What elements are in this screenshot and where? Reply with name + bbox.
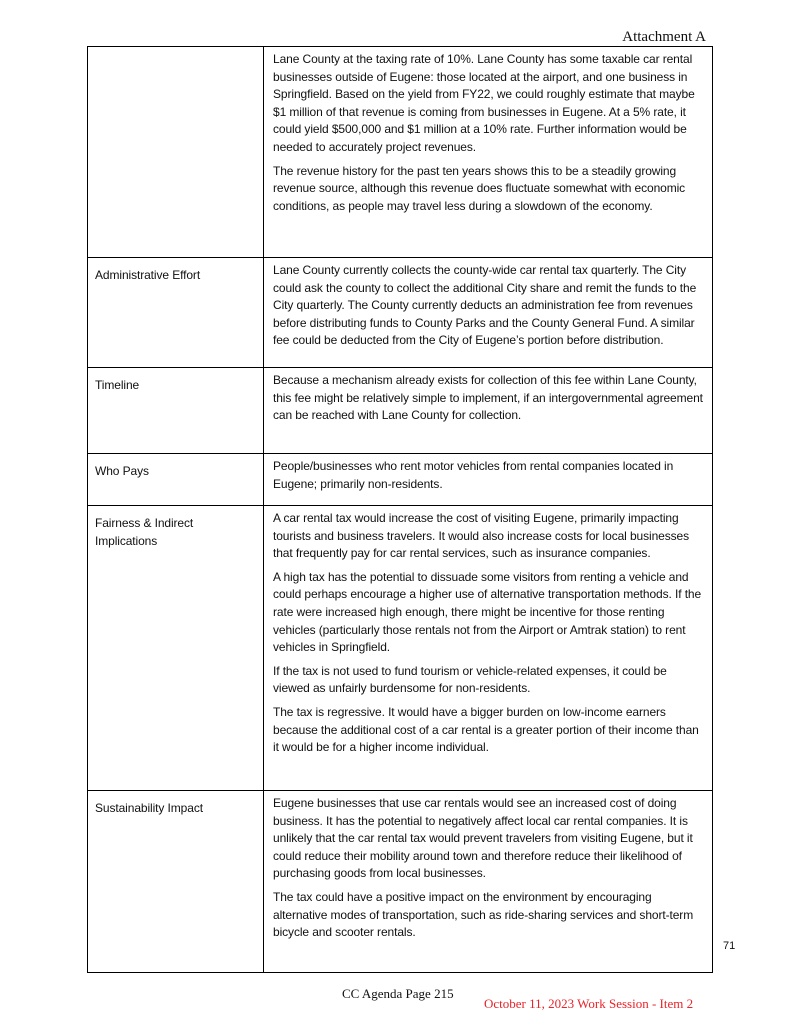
paragraph: Lane County at the taxing rate of 10%. Lane County has some taxable car rental businesses outside of Eugene: those located at the airport, and one business in Springfield. Based on the yield from FY22, we could roughly estimate that maybe $1 million of that revenue is coming from businesses in Eugene. At a 5% rate, it could yield $500,000 and $1 million at a 10% rate. Further information would be needed to accurately project revenues. [273, 52, 695, 154]
paragraph: The tax could have a positive impact on the environment by encouraging alternative modes of transportation, such as ride-sharing services and short-term bicycle and scooter rentals. [273, 889, 694, 940]
agenda-page-label: CC Agenda Page 215 [342, 986, 454, 1001]
table-row [88, 791, 713, 973]
page-number: 71 [723, 940, 736, 952]
paragraph: The revenue history for the past ten years shows this to be a steadily growing revenue source, although this revenue does fluctuate somewhat with economic conditions, as people may travel less during a slowdown of the economy. [273, 163, 686, 213]
attachment-label: Attachment A [622, 29, 706, 45]
row-description [264, 368, 713, 454]
paragraph: The tax is regressive. It would have a bigger burden on low-income earners because the additional cost of a car rental is a greater portion of their income than it would be for a higher income individual. [273, 704, 699, 755]
paragraph: Because a mechanism already exists for collection of this fee within Lane County, this fee might be relatively simple to implement, if an intergovernmental agreement can be reached with Lane County for collection. [273, 373, 703, 423]
row-description [264, 258, 713, 368]
work-session-label: October 11, 2023 Work Session - Item 2 [484, 996, 694, 1011]
paragraph: Lane County currently collects the county-wide car rental tax quarterly. The City could ask the county to collect the additional City share and remit the funds to the City quarterly. The County currently deducts an administration fee from revenues before distributing funds to County Parks and the County General Fund. A similar fee could be deducted from the City of Eugene’s portion before distribution. [273, 263, 697, 348]
paragraph: People/businesses who rent motor vehicles from rental companies located in Eugene; primarily non-residents. [273, 459, 674, 491]
paragraph: If the tax is not used to fund tourism or vehicle-related expenses, it could be viewed as unfairly burdensome for non-residents. [273, 663, 667, 696]
row-description [264, 506, 713, 791]
row-description [264, 47, 713, 258]
paragraph: Eugene businesses that use car rentals would see an increased cost of doing business. It has the potential to negatively affect local car rental companies. It is unlikely that the car rental tax would prevent travelers from visiting Eugene, but it could reduce their mobility around town and therefore reduce their likelihood of purchasing goods from local businesses. [273, 796, 693, 881]
paragraph: A car rental tax would increase the cost of visiting Eugene, primarily impacting tourists and business travelers. It would also increase costs for local businesses that frequently pay for car rental services, such as insurance companies. [273, 511, 690, 561]
paragraph: A high tax has the potential to dissuade some visitors from renting a vehicle and could perhaps encourage a higher use of alternative transportation methods. If the rate were increased high enough, there might be incentive for those renting vehicles (particularly those rentals not from the Airport or Amtrak station) to rent vehicles in Springfield. [273, 569, 702, 655]
table-row [88, 258, 713, 368]
table-row [88, 454, 713, 506]
row-description [264, 791, 713, 973]
row-label [88, 47, 264, 258]
row-label: Administrative Effort [88, 258, 264, 368]
tax-analysis-table [87, 46, 713, 973]
table-row [88, 368, 713, 454]
row-label: Timeline [88, 368, 264, 454]
row-label: Sustainability Impact [88, 791, 264, 973]
row-label: Fairness & Indirect Implications [88, 506, 264, 791]
table-row [88, 47, 713, 258]
row-description [264, 454, 713, 506]
row-label: Who Pays [88, 454, 264, 506]
table-row [88, 506, 713, 791]
